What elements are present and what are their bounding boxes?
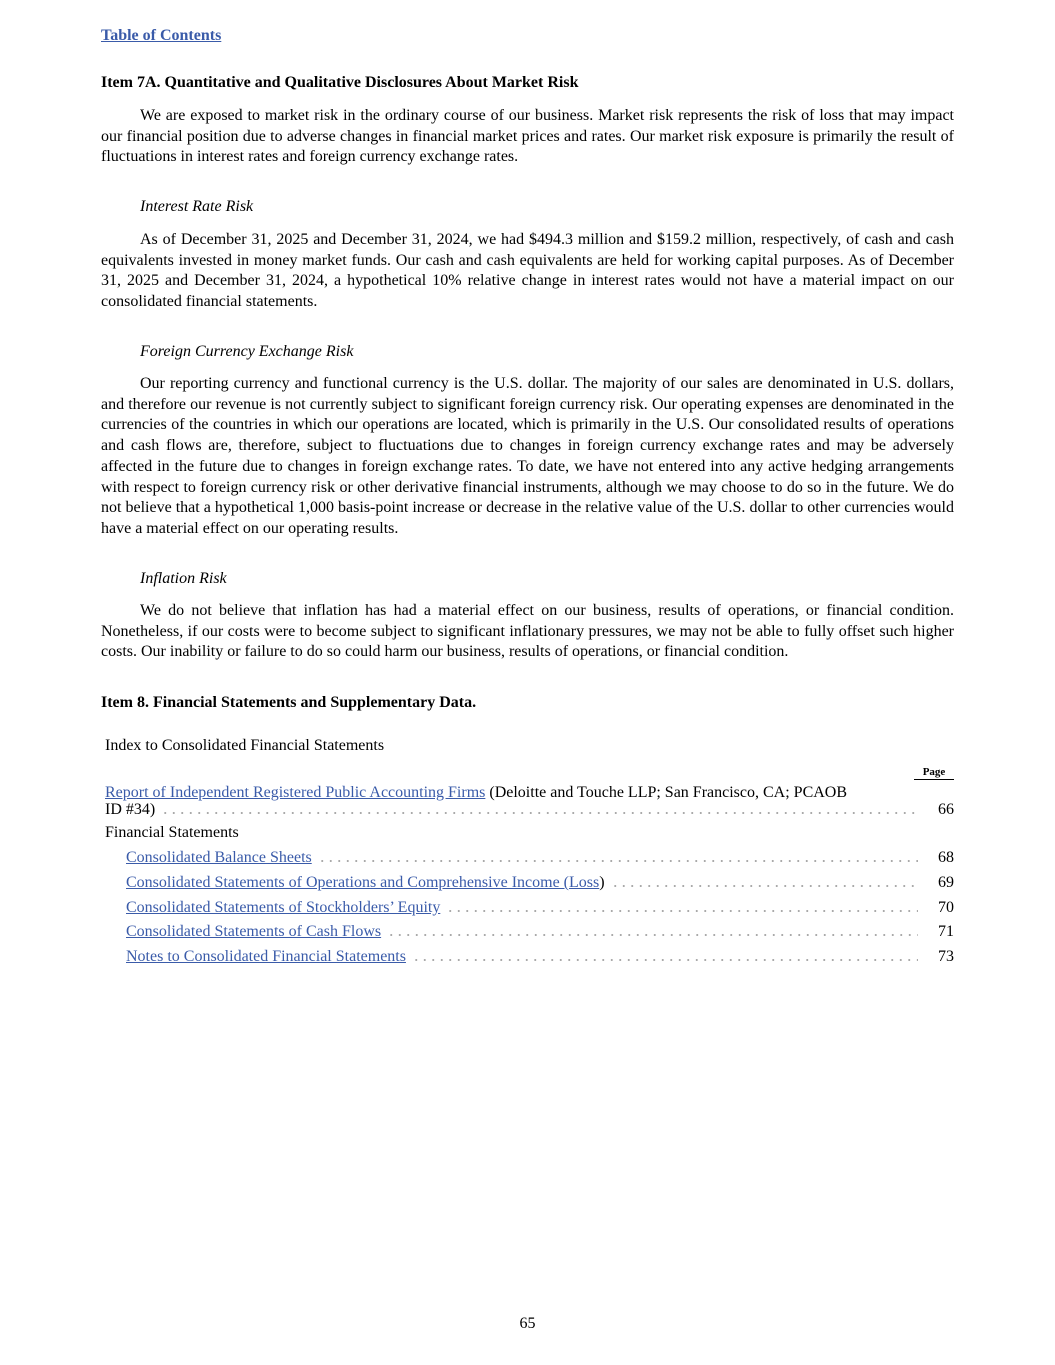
fx-risk-text: Our reporting currency and functional currency is the U.S. dollar. The majority of our sales are denominated in U.S. dollars, and therefore our revenue is not currently subject to significant foreign currency risk. Our operating expenses are denominated in the currencies of the countries in which our operations are located, which is primarily in the U.S. Our consolidated results of operations and cash flows are, therefore, subject to fluctuations due to changes in foreign currency exchange rates and may be adversely affected in the future due to changes in foreign exchange rates. To date, we have not entered into any active hedging arrangements with respect to foreign currency risk or other derivative financial instruments, although we may choose to do so in the future. We do not believe that a hypothetical 1,000 basis-point increase or decrease in the relative value of the U.S. dollar to other currencies would have a material effect on our operating results.: [101, 375, 954, 537]
report-link[interactable]: Report of Independent Registered Public Accounting Firms: [105, 784, 486, 801]
dot-leader: [611, 883, 918, 889]
page-number-ref: 69: [938, 874, 954, 891]
page-number-ref: 68: [938, 849, 954, 866]
index-row: [126, 922, 954, 942]
market-risk-intro: We are exposed to market risk in the ordinary course of our business. Market risk represents the risk of loss that may impact our financial position due to adverse changes in financial market prices and rates. Our market risk exposure is primarily the result of fluctuations in interest rates and foreign currency exchange rates.: [101, 107, 954, 166]
fx-risk-heading: Foreign Currency Exchange Risk: [140, 343, 354, 360]
index-row: [126, 947, 954, 967]
report-details-cont: ID #34): [105, 801, 156, 818]
operations-statement-link[interactable]: Consolidated Statements of Operations and Comprehensive Income (Loss: [126, 874, 600, 891]
interest-rate-risk-heading: Interest Rate Risk: [140, 198, 254, 215]
dot-leader: [318, 858, 918, 864]
interest-rate-risk-text: As of December 31, 2025 and December 31, 2024, we had $494.3 million and $159.2 million, respectively, of cash and cash equivalents invested in money market funds. Our cash and cash equivalents are held for working capital purposes. As of December 31, 2025 and December 31, 2024, a hypothetical 10% relative change in interest rates would not have a material impact on our consolidated financial statements.: [101, 231, 954, 311]
dot-leader: [161, 810, 918, 816]
balance-sheets-link[interactable]: Consolidated Balance Sheets: [126, 849, 312, 866]
report-details: (Deloitte and Touche LLP; San Francisco, CA; PCAOB: [485, 784, 848, 801]
index-title: Index to Consolidated Financial Statements: [105, 737, 385, 754]
index-row: [126, 848, 954, 868]
notes-link[interactable]: Notes to Consolidated Financial Statements: [126, 948, 406, 965]
dot-leader: [387, 932, 918, 938]
paren: ): [599, 874, 605, 891]
item-8-heading: Item 8. Financial Statements and Supplementary Data.: [101, 694, 477, 711]
page-number-ref: 73: [938, 948, 954, 965]
index-row: [126, 873, 954, 893]
page-column-header: Page: [914, 766, 954, 780]
inflation-risk-text: We do not believe that inflation has had a material effect on our business, results of operations, or financial condition. Nonetheless, if our costs were to become subject to significant inflationary pressures, we may not be able to fully offset such higher costs. Our inability or failure to do so could harm our business, results of operations, or financial condition.: [101, 602, 954, 661]
page-number-ref: 70: [938, 899, 954, 916]
page-number: 65: [519, 1315, 536, 1332]
page-number-ref: 66: [938, 801, 954, 818]
index-row-report: [105, 784, 954, 801]
dot-leader: [412, 957, 918, 963]
index-row: [126, 898, 954, 918]
item-7a-heading: Item 7A. Quantitative and Qualitative Disclosures About Market Risk: [101, 74, 579, 91]
inflation-risk-heading: Inflation Risk: [140, 570, 227, 587]
financial-statements-label: Financial Statements: [105, 824, 239, 841]
stockholders-equity-link[interactable]: Consolidated Statements of Stockholders’ Equity: [126, 899, 441, 916]
dot-leader: [446, 908, 918, 914]
page-number-ref: 71: [938, 923, 954, 940]
cash-flows-link[interactable]: Consolidated Statements of Cash Flows: [126, 923, 382, 940]
table-of-contents-link[interactable]: Table of Contents: [101, 27, 222, 44]
